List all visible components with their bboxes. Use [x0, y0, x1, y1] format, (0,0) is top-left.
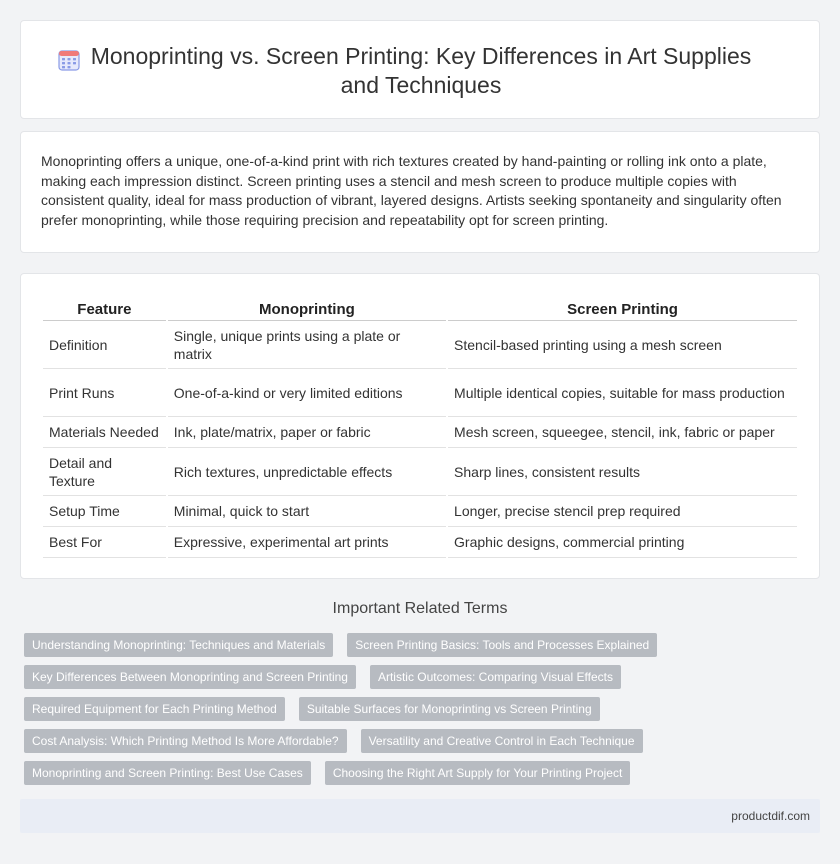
header-card: [20, 20, 820, 119]
related-term-tag[interactable]: Screen Printing Basics: Tools and Processes Explained: [347, 633, 657, 657]
related-term-tag[interactable]: Versatility and Creative Control in Each Technique: [361, 729, 643, 753]
table-cell-feature: Print Runs: [43, 369, 166, 417]
related-term-tag[interactable]: Key Differences Between Monoprinting and Screen Printing: [24, 665, 356, 689]
related-terms-heading: Important Related Terms: [332, 600, 508, 617]
table-cell-screen-printing: Multiple identical copies, suitable for mass production: [448, 369, 797, 417]
table-cell-feature: Detail and Texture: [43, 448, 166, 496]
table-cell-screen-printing: Graphic designs, commercial printing: [448, 527, 797, 558]
intro-text: Monoprinting offers a unique, one-of-a-kind print with rich textures created by hand-painting or rolling ink onto a plate, making each impression distinct. Screen printing uses a stencil and mesh screen to produce multiple copies with consistent quality, ideal for mass production of vibrant, layered designs. Artists seeking spontaneity and singularity often prefer monoprinting, while those requiring precision and repeatability opt for screen printing.: [41, 153, 782, 228]
related-term-tag[interactable]: Suitable Surfaces for Monoprinting vs Screen Printing: [299, 697, 600, 721]
table-cell-screen-printing: Mesh screen, squeegee, stencil, ink, fabric or paper: [448, 417, 797, 448]
table-cell-monoprinting: Rich textures, unpredictable effects: [168, 448, 446, 496]
related-term-tag[interactable]: Cost Analysis: Which Printing Method Is More Affordable?: [24, 729, 347, 753]
table-cell-monoprinting: Ink, plate/matrix, paper or fabric: [168, 417, 446, 448]
table-cell-monoprinting: One-of-a-kind or very limited editions: [168, 369, 446, 417]
table-row: [43, 369, 797, 417]
table-row: [43, 448, 797, 496]
related-terms-list: [20, 633, 820, 785]
table-row: [43, 496, 797, 527]
table-header-row: [43, 294, 797, 321]
related-term-tag[interactable]: Choosing the Right Art Supply for Your Printing Project: [325, 761, 631, 785]
comparison-card: [20, 273, 820, 579]
related-term-tag[interactable]: Required Equipment for Each Printing Method: [24, 697, 285, 721]
column-header-feature: Feature: [43, 294, 166, 321]
footer-site-link[interactable]: productdif.com: [731, 809, 810, 823]
column-header-screen-printing: Screen Printing: [448, 294, 797, 321]
footer: [20, 799, 820, 833]
table-cell-screen-printing: Stencil-based printing using a mesh screen: [448, 321, 797, 369]
table-cell-monoprinting: Single, unique prints using a plate or matrix: [168, 321, 446, 369]
column-header-monoprinting: Monoprinting: [168, 294, 446, 321]
table-row: [43, 417, 797, 448]
related-term-tag[interactable]: Understanding Monoprinting: Techniques and Materials: [24, 633, 333, 657]
table-cell-feature: Best For: [43, 527, 166, 558]
table-cell-screen-printing: Sharp lines, consistent results: [448, 448, 797, 496]
table-cell-monoprinting: Expressive, experimental art prints: [168, 527, 446, 558]
table-cell-feature: Definition: [43, 321, 166, 369]
related-term-tag[interactable]: Monoprinting and Screen Printing: Best Use Cases: [24, 761, 311, 785]
intro-card: [20, 131, 820, 253]
page-title: Monoprinting vs. Screen Printing: Key Differences in Art Supplies and Techniques: [90, 42, 752, 98]
table-cell-screen-printing: Longer, precise stencil prep required: [448, 496, 797, 527]
table-row: [43, 527, 797, 558]
related-term-tag[interactable]: Artistic Outcomes: Comparing Visual Effects: [370, 665, 621, 689]
comparison-table: [41, 294, 799, 558]
table-row: [43, 321, 797, 369]
table-cell-feature: Setup Time: [43, 496, 166, 527]
table-cell-feature: Materials Needed: [43, 417, 166, 448]
table-cell-monoprinting: Minimal, quick to start: [168, 496, 446, 527]
